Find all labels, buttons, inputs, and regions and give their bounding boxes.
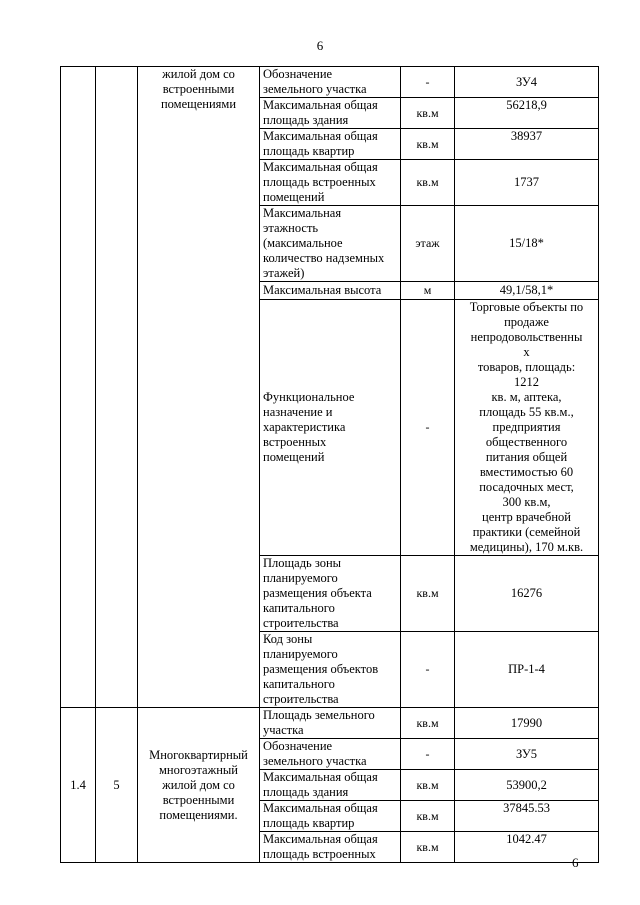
param-label: Обозначение земельного участка xyxy=(260,739,401,770)
param-unit: - xyxy=(401,739,455,770)
param-label: Максимальная этажность (максимальное количество надземных этажей) xyxy=(260,206,401,282)
param-unit: кв.м xyxy=(401,770,455,801)
param-value: 49,1/58,1* xyxy=(455,282,599,300)
param-value: 56218,9 xyxy=(455,98,599,129)
table-row xyxy=(61,67,599,98)
param-value: 17990 xyxy=(455,708,599,739)
param-label: Функциональное назначение и характеристика встроенных помещений xyxy=(260,300,401,556)
param-unit: - xyxy=(401,67,455,98)
param-unit: кв.м xyxy=(401,801,455,832)
item-number: 1.4 xyxy=(61,708,96,863)
page-number-bottom: 6 xyxy=(572,855,579,870)
param-label: Максимальная общая площадь встроенных xyxy=(260,832,401,863)
param-label: Обозначение земельного участка xyxy=(260,67,401,98)
item-number-cell xyxy=(61,67,96,708)
count-cell xyxy=(96,67,138,708)
param-unit: кв.м xyxy=(401,556,455,632)
param-label: Площадь зоны планируемого размещения объекта капитального строительства xyxy=(260,556,401,632)
parameters-table xyxy=(60,66,599,863)
param-value: 1042.47 xyxy=(455,832,599,863)
table-row xyxy=(61,708,599,739)
param-label: Максимальная общая площадь квартир xyxy=(260,801,401,832)
param-unit: - xyxy=(401,300,455,556)
param-value: ЗУ5 xyxy=(455,739,599,770)
param-value: Торговые объекты по продаже непродовольственны х товаров, площадь: 1212 кв. м, аптека, площадь 55 кв.м., предприятия общественного питания общей вместимостью 60 посадочных мест, 300 кв.м, центр врачебной практики (семейной медицины), 170 м.кв. xyxy=(455,300,599,556)
param-label: Максимальная высота xyxy=(260,282,401,300)
param-value: 15/18* xyxy=(455,206,599,282)
param-unit: кв.м xyxy=(401,708,455,739)
param-value: 53900,2 xyxy=(455,770,599,801)
param-unit: - xyxy=(401,632,455,708)
param-label: Код зоны планируемого размещения объектов капитального строительства xyxy=(260,632,401,708)
param-value: ЗУ4 xyxy=(455,67,599,98)
param-value: 16276 xyxy=(455,556,599,632)
param-value: 1737 xyxy=(455,160,599,206)
param-unit: м xyxy=(401,282,455,300)
item-count: 5 xyxy=(96,708,138,863)
page-number-top: 6 xyxy=(316,38,324,53)
param-unit: кв.м xyxy=(401,98,455,129)
param-label: Максимальная общая площадь встроенных помещений xyxy=(260,160,401,206)
param-unit: кв.м xyxy=(401,160,455,206)
param-label: Максимальная общая площадь здания xyxy=(260,770,401,801)
param-value: ПР-1-4 xyxy=(455,632,599,708)
param-unit: этаж xyxy=(401,206,455,282)
param-value: 38937 xyxy=(455,129,599,160)
param-label: Максимальная общая площадь здания xyxy=(260,98,401,129)
param-value: 37845.53 xyxy=(455,801,599,832)
param-label: Максимальная общая площадь квартир xyxy=(260,129,401,160)
param-unit: кв.м xyxy=(401,129,455,160)
param-unit: кв.м xyxy=(401,832,455,863)
param-label: Площадь земельного участка xyxy=(260,708,401,739)
object-name: жилой дом со встроенными помещениями xyxy=(138,67,260,708)
object-name: Многоквартирный многоэтажный жилой дом со встроенными помещениями. xyxy=(138,708,260,863)
